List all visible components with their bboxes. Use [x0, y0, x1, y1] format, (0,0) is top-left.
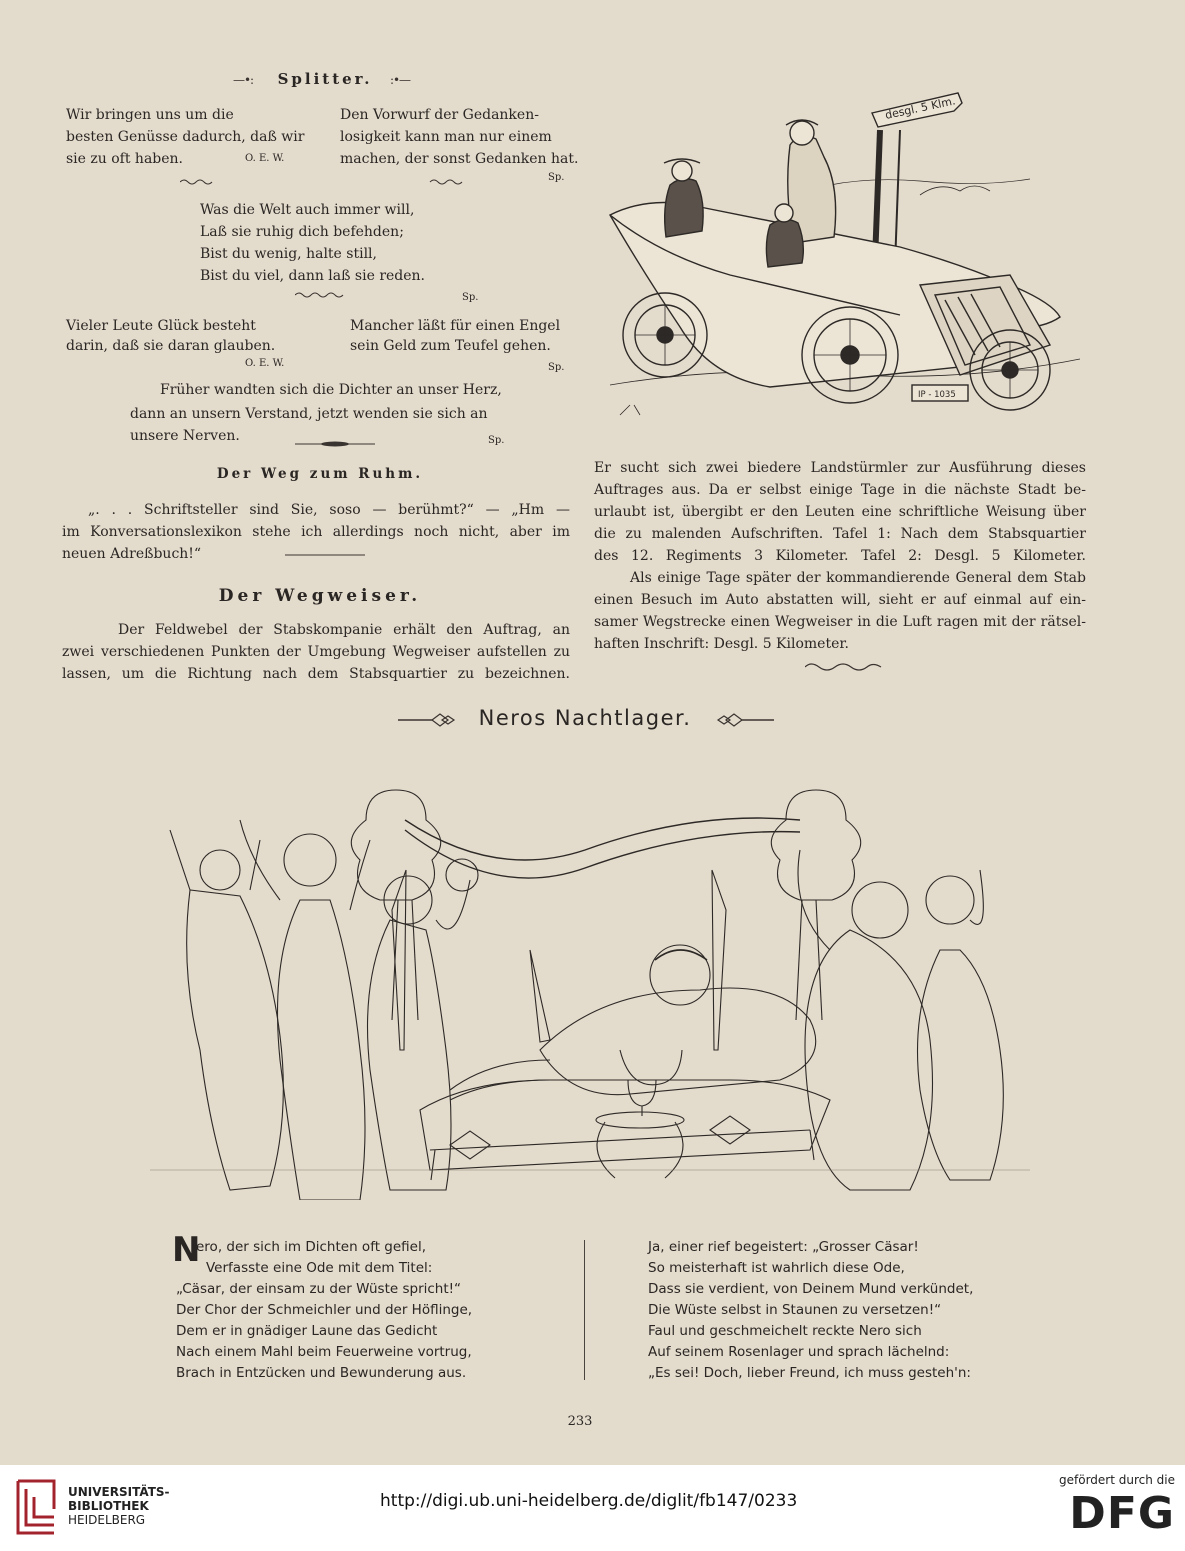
nero-right-line-4: Die Wüste selbst in Staunen zu versetzen!“	[648, 1302, 942, 1318]
nero-left-line-4: Der Chor der Schmeichler und der Höflinge,	[176, 1302, 473, 1318]
nero-left-line-5: Dem er in gnädiger Laune das Gedicht	[176, 1323, 438, 1339]
aphorism-4-signature: Sp.	[548, 362, 565, 373]
heading-ornament-right: :•—	[389, 73, 411, 87]
wegweiser-right-line-1: Er sucht sich zwei biedere Landstürmler zur Ausführung dieses	[594, 460, 1086, 476]
wegweiser-right-line-3: urlaubt ist, übergibt er den Leuten eine schriftliche Weisung über	[594, 504, 1086, 520]
aphorism-3-line-2: darin, daß sie daran glauben.	[66, 338, 276, 354]
page-number: 233	[567, 1414, 593, 1429]
poem-line-3: Bist du wenig, halte still,	[200, 246, 377, 262]
wegweiser-left-line-1: Der Feldwebel der Stabskompanie erhält den Auftrag, an	[118, 622, 570, 638]
aphorism-1-line-2: besten Genüsse dadurch, daß wir	[66, 129, 305, 145]
aphorism-1-line-3: sie zu oft haben.	[66, 151, 184, 167]
drop-cap-initial: N	[172, 1230, 201, 1270]
column-rule	[584, 1240, 585, 1380]
nero-left-line-1: ero, der sich im Dichten oft gefiel,	[196, 1239, 427, 1255]
digitization-footer	[0, 1465, 1185, 1551]
license-plate-text: IP - 1035	[918, 390, 956, 400]
aphorism-5-line-1: Früher wandten sich die Dichter an unser Herz,	[160, 382, 502, 398]
poem-signature: Sp.	[462, 292, 479, 303]
aphorism-4-line-2: sein Geld zum Teufel gehen.	[350, 338, 551, 354]
dfg-logo: DFG	[1069, 1488, 1175, 1539]
wegweiser-right-line-4: die zu malenden Aufschriften. Tafel 1: Nach dem Stabsquartier	[594, 526, 1086, 542]
nero-left-line-2: Verfasste eine Ode mit dem Titel:	[206, 1260, 433, 1276]
ruhm-line-1: „. . . Schriftsteller sind Sie, soso — berühmt?“ — „Hm —	[88, 502, 570, 518]
nero-heading: Neros Nachtlager.	[478, 706, 692, 730]
nero-left-line-7: Brach in Entzücken und Bewunderung aus.	[176, 1365, 467, 1381]
nero-right-line-2: So meisterhaft ist wahrlich diese Ode,	[648, 1260, 905, 1276]
aphorism-1-signature: O. E. W.	[245, 153, 285, 164]
ruhm-line-3: neuen Adreßbuch!“	[62, 546, 202, 562]
wegweiser-right-line-2: Auftrages aus. Da er selbst einige Tage in die nächste Stadt be-	[594, 482, 1086, 498]
library-name	[68, 1485, 170, 1527]
splitter-heading: Splitter.	[277, 70, 373, 88]
poem-line-4: Bist du viel, dann laß sie reden.	[200, 268, 426, 284]
heading-ornament-right	[712, 710, 774, 730]
wegweiser-left-line-2: zwei verschiedenen Punkten der Umgebung Wegweiser aufstellen zu	[62, 644, 570, 660]
library-name-line-2: BIBLIOTHEK	[68, 1499, 149, 1513]
library-name-line-3: HEIDELBERG	[68, 1513, 146, 1527]
library-name-line-1: UNIVERSITÄTS-	[68, 1485, 170, 1499]
section-divider	[285, 553, 365, 557]
funding-label: gefördert durch die	[1059, 1473, 1175, 1487]
aphorism-3-line-1: Vieler Leute Glück besteht	[66, 318, 256, 334]
wegweiser-right-line-9: haften Inschrift: Desgl. 5 Kilometer.	[594, 636, 849, 652]
nero-right-line-3: Dass sie verdient, von Deinem Mund verkündet,	[648, 1281, 974, 1297]
wegweiser-right-line-5: des 12. Regiments 3 Kilometer. Tafel 2: Desgl. 5 Kilometer.	[594, 548, 1086, 564]
poem-line-1: Was die Welt auch immer will,	[200, 202, 415, 218]
nero-right-line-7: „Es sei! Doch, lieber Freund, ich muss gesteh'n:	[648, 1365, 971, 1381]
heading-ornament-left	[398, 710, 460, 730]
aphorism-2-signature: Sp.	[548, 172, 565, 183]
squiggle-divider	[805, 661, 885, 673]
aphorism-5-line-3: unsere Nerven.	[130, 428, 240, 444]
aphorism-1-line-1: Wir bringen uns um die	[66, 107, 234, 123]
wegweiser-heading: Der Wegweiser.	[218, 586, 422, 606]
aphorism-5-line-2: dann an unsern Verstand, jetzt wenden sie sich an	[130, 406, 488, 422]
squiggle-divider	[180, 176, 480, 188]
nero-left-line-6: Nach einem Mahl beim Feuerweine vortrug,	[176, 1344, 472, 1360]
heading-ornament-left: —•:	[232, 73, 254, 87]
source-url-link[interactable]: http://digi.ub.uni-heidelberg.de/diglit/fb147/0233	[380, 1491, 798, 1511]
aphorism-4-line-1: Mancher läßt für einen Engel	[350, 318, 561, 334]
library-logo-icon	[14, 1477, 60, 1537]
nero-right-line-1: Ja, einer rief begeistert: „Grosser Cäsar!	[648, 1239, 919, 1255]
aphorism-3-signature: O. E. W.	[245, 358, 285, 369]
ruhm-line-2: im Konversationslexikon stehe ich allerdings noch nicht, aber im	[62, 524, 570, 540]
poem-line-2: Laß sie ruhig dich befehden;	[200, 224, 404, 240]
section-divider	[295, 440, 375, 448]
squiggle-divider	[295, 290, 355, 300]
wegweiser-right-line-7: einen Besuch im Auto abstatten will, sieht er auf einmal auf ein-	[594, 592, 1086, 608]
wegweiser-left-line-3: lassen, um die Richtung nach dem Stabsquartier zu bezeichnen.	[62, 666, 570, 682]
aphorism-2-line-3: machen, der sonst Gedanken hat.	[340, 151, 579, 167]
signpost-text: desgl. 5 Klm.	[883, 94, 957, 122]
wegweiser-right-line-6: Als einige Tage später der kommandierende General dem Stab	[630, 570, 1086, 586]
nero-right-line-6: Auf seinem Rosenlager und sprach lächelnd:	[648, 1344, 950, 1360]
ruhm-heading: Der Weg zum Ruhm.	[216, 466, 424, 482]
nero-left-line-3: „Cäsar, der einsam zu der Wüste spricht!“	[176, 1281, 462, 1297]
car-illustration	[590, 85, 1090, 440]
nero-right-line-5: Faul und geschmeichelt reckte Nero sich	[648, 1323, 922, 1339]
aphorism-2-line-1: Den Vorwurf der Gedanken-	[340, 107, 539, 123]
aphorism-5-signature: Sp.	[488, 435, 505, 446]
nero-illustration	[150, 750, 1030, 1200]
aphorism-2-line-2: losigkeit kann man nur einem	[340, 129, 552, 145]
wegweiser-right-line-8: samer Wegstrecke einen Wegweiser in die Luft ragen mit der rätsel-	[594, 614, 1086, 630]
